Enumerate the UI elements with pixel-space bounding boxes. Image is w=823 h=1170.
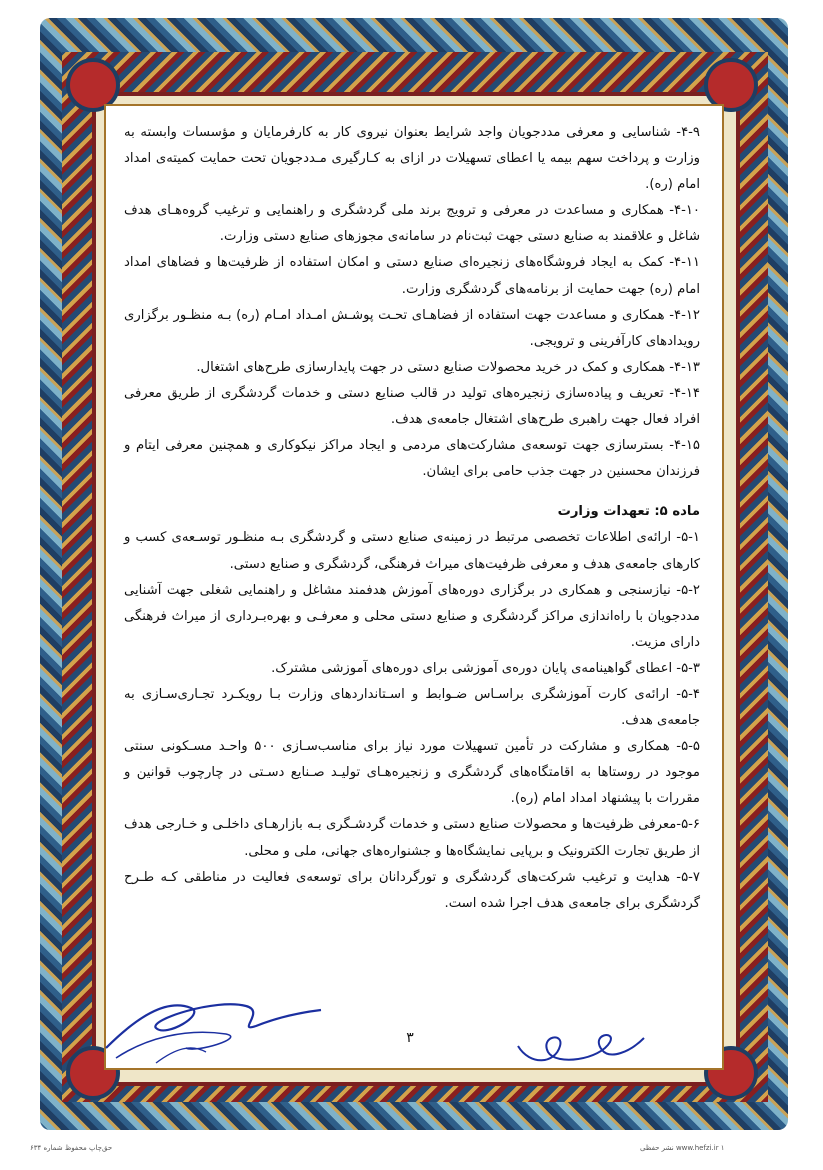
publisher-footer: www.hefzi.ir ۱ نشر حفظی (640, 1144, 725, 1152)
section-heading: ماده ۵: تعهدات وزارت (557, 504, 700, 520)
copyright-footer: حق‌چاپ محفوظ شماره ۶۳۴ (30, 1144, 113, 1152)
paragraph-4-11: ۴-۱۱- کمک به ایجاد فروشگاه‌های زنجیره‌ای صنایع دستی و امکان استفاده از ظرفیت‌ها و فضاهای امداد امام (ره) جهت حمایت از برنامه‌های گردشگری وزارت. (124, 255, 700, 297)
paragraph-5-2: ۵-۲- نیازسنجی و همکاری در برگزاری دوره‌های آموزش هدفمند مشاغل و راهنمایی شغلی جهت آشنایی مددجویان با راه‌اندازی مراکز گردشگری و صنایع دستی محلی و معرفـی و بهره‌بـرداری از میراث فرهنگی دارای مزیت. (124, 582, 700, 650)
paragraph-4-10: ۴-۱۰- همکاری و مساعدت در معرفی و ترویج برند ملی گردشگری و راهنمایی و ترغیب گروه‌هـای هدف شاغل و علاقمند به صنایع دستی جهت ثبت‌نام در سامانه‌ی مجوزهای صنایع دستی وزارت. (124, 203, 700, 245)
paragraph-5-3: ۵-۳- اعطای گواهینامه‌ی پایان دوره‌ی آموزشی برای دوره‌های آموزشی مشترک. (271, 660, 700, 676)
paragraph-4-14: ۴-۱۴- تعریف و پیاده‌سازی زنجیره‌های تولید در قالب صنایع دستی و خدمات گردشگری از طریق معرفی افراد فعال جهت راهبری طرح‌های اشتغال جامعه‌ی هدف. (124, 385, 700, 428)
page-number: ۳ (406, 1030, 414, 1046)
document-body (124, 120, 700, 917)
signature-left (96, 978, 326, 1068)
paragraph-5-6: ۵-۶-معرفی ظرفیت‌ها و محصولات صنایع دستی و خدمات گردشـگری بـه بازارهـای داخلـی و خـارجی هدف از طریق تجارت الکترونیک و برپایی نمایشگاه‌ها و جشنواره‌های جهانی، ملی و محلی. (124, 817, 700, 859)
paragraph-5-1: ۵-۱- ارائه‌ی اطلاعات تخصصی مرتبط در زمینه‌ی صنایع دستی و گردشگری بـه منظـور توسـعه‌ی کسب و کارهای جامعه‌ی هدف و معرفی ظرفیت‌های میراث فرهنگی، گردشگری و صنایع دستی. (124, 530, 700, 572)
signature-right (510, 1016, 650, 1071)
paragraph-5-7: ۵-۷- هدایت و ترغیب شرکت‌های گردشگری و تورگردانان برای توسعه‌ی فعالیت در مناطقی کـه طـرح گردشگری برای جامعه‌ی هدف اجرا شده است. (124, 869, 700, 911)
paragraph-4-12: ۴-۱۲- همکاری و مساعدت جهت استفاده از فضاهـای تحـت پوشـش امـداد امـام (ره) بـه منظـور برگزاری رویدادهای کارآفرینی و ترویجی. (124, 307, 700, 349)
paragraph-4-9: ۴-۹- شناسایی و معرفی مددجویان واجد شرایط بعنوان نیروی کار به کارفرمایان و مؤسسات وابسته به وزارت و پرداخت سهم بیمه یا اعطای تسهیلات در ازای به کـارگیری مـددجویان تحت حمایت کمیته‌ی امداد امام (ره). (124, 125, 700, 193)
paragraph-5-5: ۵-۵- همکاری و مشارکت در تأمین تسهیلات مورد نیاز برای مناسب‌سـازی ۵۰۰ واحـد مسـکونی سنتی موجود در روستاها به اقامتگاه‌های گردشگری و زنجیره‌هـای تولیـد صـنایع دسـتی در چارچوب قوانین و مقررات با پیشنهاد امداد امام (ره). (124, 739, 700, 807)
paragraph-5-4: ۵-۴- ارائه‌ی کارت آموزشگری براسـاس ضـوابط و اسـتانداردهای وزارت بـا رویکـرد تجـاری‌سـازی به جامعه‌ی هدف. (124, 686, 700, 729)
paragraph-4-13: ۴-۱۳- همکاری و کمک در خرید محصولات صنایع دستی در جهت پایدارسازی طرح‌های اشتغال. (196, 359, 700, 375)
paragraph-4-15: ۴-۱۵- بسترسازی جهت توسعه‌ی مشارکت‌های مردمی و ایجاد مراکز نیکوکاری و همچنین معرفی ایتام و فرزندان محسنین در جهت جذب حامی برای ایشان. (124, 438, 700, 480)
